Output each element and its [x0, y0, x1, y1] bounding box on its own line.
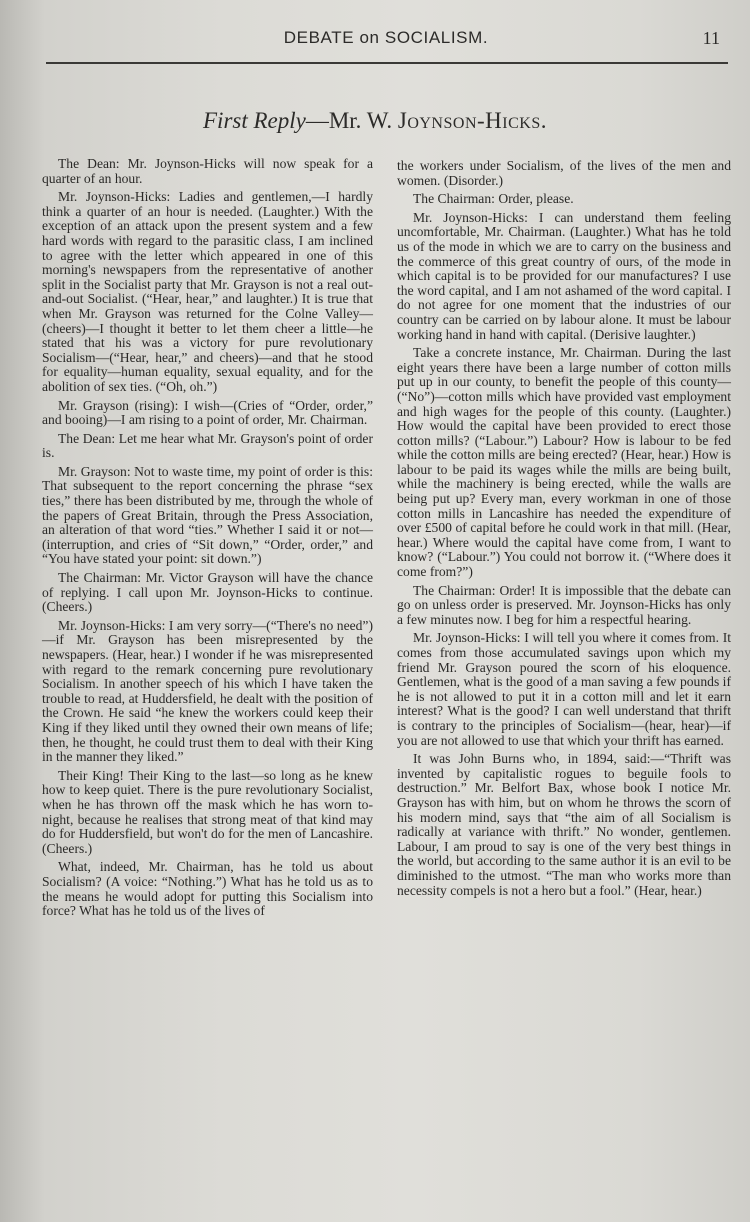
section-title-italic: First Reply: [203, 108, 306, 133]
page-number: 11: [702, 28, 720, 48]
paragraph: Mr. Joynson-Hicks: Ladies and gentlemen,—I hardly think a quarter of an hour is needed. (Laughter.) With the exception of an attack upon the present system and a few hard words with regard to the parasitic class, I am inclined to agree with the letter which appeared in one of this morning's newspapers from the representative of another split in the Socialist party that Mr. Grayson is not a real out-and-out Socialist. (“Hear, hear,” and laughter.) It is true that when Mr. Grayson was returned for the Colne Valley—(cheers)—I thought it better to let them cheer a little—he stated that his was a victory for pure revolutionary Socialism—(“Hear, hear,” and cheers)—and that he stood for equality—human equality, sexual equality, and for the abolition of sex ties. (“Oh, oh.”): [42, 189, 373, 394]
left-column: [42, 157, 373, 923]
right-column: [397, 159, 731, 902]
section-title-name: Joynson-Hicks.: [397, 108, 547, 133]
header-rule: [46, 62, 728, 64]
paragraph: Mr. Grayson: Not to waste time, my point of order is this: That subsequent to the report concerning the phrase “sex ties,” there has been distributed by me, through the whole of the papers of Great Britain, through the Press Association, an alteration of that word “ties.” Whether I said it or not—(interruption, and cries of “Sit down,” “Order, order,” and “You have stated your point: sit down.”): [42, 463, 373, 567]
paragraph: The Chairman: Order! It is impossible that the debate can go on unless order is preserved. Mr. Joynson-Hicks has only a few minutes now. I beg for him a respectful hearing.: [397, 582, 731, 627]
running-head: [46, 28, 726, 64]
paragraph: The Chairman: Mr. Victor Grayson will have the chance of replying. I call upon Mr. Joynson-Hicks to continue. (Cheers.): [42, 570, 373, 615]
paragraph: The Dean: Mr. Joynson-Hicks will now speak for a quarter of an hour.: [42, 156, 373, 186]
paragraph: The Chairman: Order, please.: [413, 191, 574, 207]
section-title-dash: —Mr. W.: [305, 108, 398, 133]
paragraph: Take a concrete instance, Mr. Chairman. During the last eight years there have been a large number of cotton mills put up in our county, to benefit the people of this county—(“No”)—cotton mills which have provided vast employment and high wages for the people of this county. (Laughter.) How would the capital have been provided to erect those cotton mills? (“Labour.”) Labour? How is labour to be fed while the cotton mills are being erected? (Hear, hear.) How is labour to be paid its wages while the mills are being built, while the machinery is being erected, while the walls are being put up? Every man, every workman in one of those cotton mills in Lancashire has needed the expenditure of over £500 of capital before he could work in that mill. (Hear, hear.) Where would the capital have come from, I want to know? (“Labour.”) You could not borrow it. (“Where does it come from?”): [397, 345, 731, 580]
paragraph: It was John Burns who, in 1894, said:—“Thrift was invented by capitalistic rogues to beguile fools to destruction.” Mr. Belfort Bax, whose book I notice Mr. Grayson has with him, but on whom he throws the scorn of his modern mind, says that “the aim of all Socialism is radically at variance with thrift.” No wonder, gentlemen. Labour, I am proud to say is one of the very best things in the world, but according to the same author it is an evil to be diminished to the utmost. “The man who works more than necessity compels is not a hero but a fool.” (Hear, hear.): [397, 751, 731, 898]
paragraph: Mr. Grayson (rising): I wish—(Cries of “Order, order,” and booing)—I am rising to a point of order, Mr. Chairman.: [42, 397, 373, 428]
paragraph: Mr. Joynson-Hicks: I am very sorry—(“There's no need”)—if Mr. Grayson has been misrepresented by the newspapers. (Hear, hear.) I wonder if he was misrepresented with regard to the remark concerning pure revolutionary Socialism. In another speech of his which I have taken the trouble to read, at Huddersfield, he dealt with the position of the Crown. He said “he knew the workers could keep their King if they liked until they owned their own means of life; then, he thought, he could trust them to deal with their King in the manner they liked.”: [42, 617, 373, 765]
paragraph: The Dean: Let me hear what Mr. Grayson's point of order is.: [42, 430, 373, 461]
running-title: DEBATE on SOCIALISM.: [283, 28, 489, 47]
paragraph: Mr. Joynson-Hicks: I can understand them feeling uncomfortable, Mr. Chairman. (Laughter.) What has he told us of the mode in which we are to carry on the business and the commerce of this great country of ours, of the mode in which capital is to be provided for our manufactures? I use the word capital, and I am not ashamed of the word capital. I do not agree for one moment that the industries of our country can be carried on by labour alone. It must be labour working hand in hand with capital. (Derisive laughter.): [397, 209, 731, 342]
paragraph: What, indeed, Mr. Chairman, has he told us about Socialism? (A voice: “Nothing.”) What has he told us as to the means he would adopt for putting this Socialism into force? What has he told us of the lives of: [42, 859, 373, 919]
section-title: [0, 108, 750, 134]
paragraph-continued: the workers under Socialism, of the lives of the men and women. (Disorder.): [397, 158, 731, 188]
paragraph: Their King! Their King to the last—so long as he knew how to keep quiet. There is the pure revolutionary Socialist, when he has thrown off the mask which he has worn to-night, because he realises that strong meat of that kind may do for Huddersfield, but won't do for the men of Lancashire. (Cheers.): [42, 767, 373, 856]
paragraph: Mr. Joynson-Hicks: I will tell you where it comes from. It comes from those accumulated savings upon which my friend Mr. Grayson poured the scorn of his eloquence. Gentlemen, what is the good of a man saving a few pounds if he is not allowed to put it in a cotton mill and let it earn interest? What is the good? I can well understand that thrift is contrary to the principles of Socialism—(hear, hear)—if you are not allowed to use that which your thrift has earned.: [397, 630, 731, 748]
